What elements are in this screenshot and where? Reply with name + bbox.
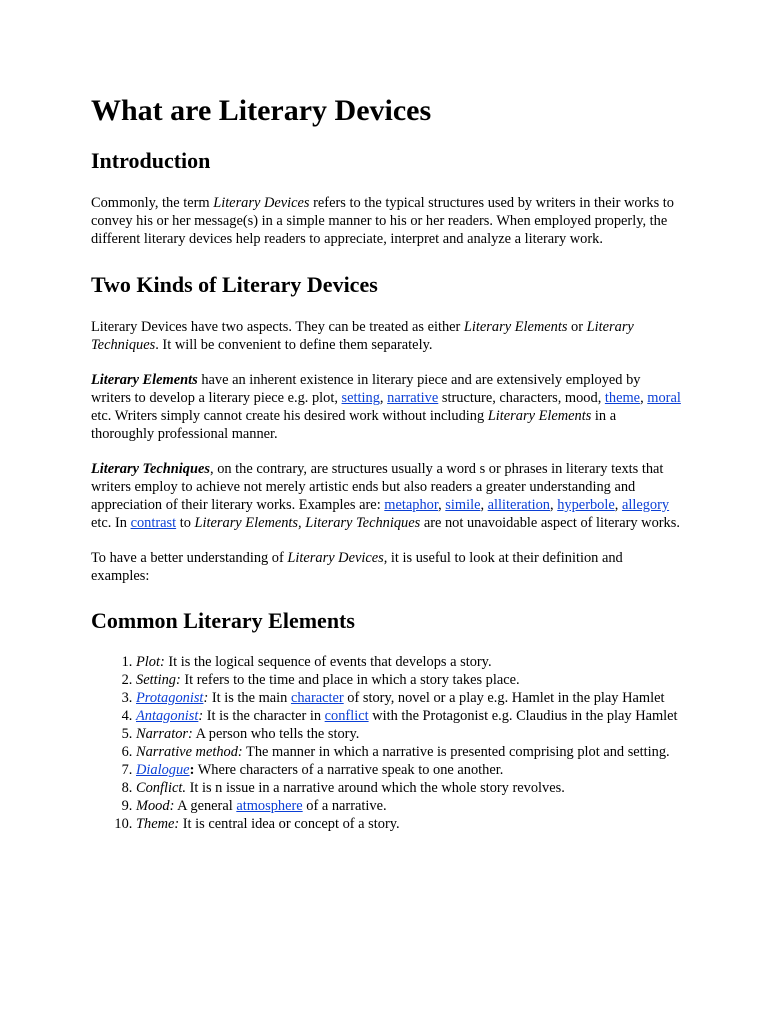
term: Literary Devices <box>287 550 384 566</box>
item-text: It is the logical sequence of events that develops a story. <box>164 654 492 670</box>
text: are not unavoidable aspect of literary works. <box>420 515 680 531</box>
understanding-paragraph <box>91 549 681 585</box>
item-label: Conflict. <box>136 780 186 796</box>
text: , <box>640 390 648 406</box>
link-conflict[interactable]: conflict <box>324 708 369 724</box>
literary-techniques-paragraph <box>91 460 681 532</box>
text: . It will be convenient to define them separately. <box>155 337 433 353</box>
term: Literary Techniques <box>91 319 634 353</box>
link-character[interactable]: character <box>290 690 344 706</box>
text: or <box>567 319 587 335</box>
link-atmosphere[interactable]: atmosphere <box>236 798 303 814</box>
section-heading-introduction: Introduction <box>91 148 211 173</box>
text: etc. Writers simply cannot create his desired work without including <box>91 408 488 424</box>
text: , it is useful to look at their definition and examples: <box>91 550 623 584</box>
text: have an inherent existence in literary piece and are extensively employed by writers to develop a literary piece e.g. plot, <box>91 372 641 406</box>
text: structure, characters, mood, <box>438 390 605 406</box>
text: To have a better understanding of <box>91 550 288 566</box>
item-colon: : <box>203 690 209 706</box>
link-theme[interactable]: theme <box>604 390 641 406</box>
text: in a thoroughly professional manner. <box>91 408 617 442</box>
link-allegory[interactable]: allegory <box>621 497 670 513</box>
item-label: Setting: <box>136 672 181 688</box>
list-item <box>136 689 681 707</box>
text: , <box>438 497 446 513</box>
item-text: of story, novel or a play e.g. Hamlet in the play Hamlet <box>343 690 665 706</box>
item-colon: : <box>198 708 204 724</box>
list-item <box>136 797 681 815</box>
item-text: It refers to the time and place in which a story takes place. <box>180 672 520 688</box>
text: etc. In <box>91 515 131 531</box>
term: Literary Elements <box>487 408 592 424</box>
item-label: Narrative method: <box>136 744 243 760</box>
document-content <box>91 92 681 833</box>
item-label: Theme: <box>136 816 180 832</box>
list-item <box>136 779 681 797</box>
term: Literary Techniques <box>91 461 210 477</box>
text: Literary Devices have two aspects. They can be treated as either <box>91 319 464 335</box>
item-colon: : <box>189 762 195 778</box>
text: , <box>550 497 558 513</box>
text: , on the contrary, are structures usually a word s or phrases in literary texts that writers employ to achieve not merely artistic ends but also readers a greater understanding and appreciation of their literary works. Examples are: <box>91 461 664 513</box>
section-heading-common-elements: Common Literary Elements <box>91 608 355 633</box>
item-text: Where characters of a narrative speak to one another. <box>194 762 504 778</box>
item-text: It is n issue in a narrative around which the whole story revolves. <box>185 780 565 796</box>
link-contrast[interactable]: contrast <box>130 515 177 531</box>
list-item <box>136 707 681 725</box>
link-setting[interactable]: setting <box>341 390 380 406</box>
term: Literary Elements, Literary Techniques <box>194 515 421 531</box>
text: , <box>379 390 388 406</box>
link-hyperbole[interactable]: hyperbole <box>557 497 615 513</box>
section-heading-two-kinds: Two Kinds of Literary Devices <box>91 272 378 297</box>
item-label: Mood: <box>136 798 175 814</box>
link-metaphor[interactable]: metaphor <box>384 497 439 513</box>
item-text: of a narrative. <box>302 798 387 814</box>
list-item <box>136 725 681 743</box>
text: , <box>614 497 622 513</box>
item-text: A person who tells the story. <box>192 726 360 742</box>
term: Literary Devices <box>213 195 310 211</box>
item-label: Plot: <box>136 654 165 670</box>
item-text: A general <box>174 798 237 814</box>
item-text: It is the character in <box>203 708 325 724</box>
item-text: It is central idea or concept of a story. <box>179 816 400 832</box>
item-text: The manner in which a narrative is presented comprising plot and setting. <box>242 744 670 760</box>
list-item <box>136 815 681 833</box>
link-alliteration[interactable]: alliteration <box>487 497 551 513</box>
intro-paragraph <box>91 194 681 248</box>
term: Literary Elements <box>91 372 198 388</box>
two-kinds-paragraph <box>91 318 681 354</box>
list-item <box>136 653 681 671</box>
list-item <box>136 671 681 689</box>
item-label: Narrator: <box>136 726 193 742</box>
link-simile[interactable]: simile <box>445 497 481 513</box>
item-text: It is the main <box>208 690 291 706</box>
link-narrative[interactable]: narrative <box>387 390 439 406</box>
item-text: with the Protagonist e.g. Claudius in the play Hamlet <box>368 708 678 724</box>
link-protagonist[interactable]: Protagonist <box>136 690 204 706</box>
text: Commonly, the term <box>91 195 214 211</box>
link-moral[interactable]: moral <box>647 390 681 406</box>
link-antagonist[interactable]: Antagonist <box>136 708 199 724</box>
elements-list <box>91 653 681 833</box>
page-title: What are Literary Devices <box>91 94 432 127</box>
text: , <box>480 497 488 513</box>
list-item <box>136 761 681 779</box>
link-dialogue[interactable]: Dialogue <box>136 762 190 778</box>
term: Literary Elements <box>463 319 568 335</box>
list-item <box>136 743 681 761</box>
literary-elements-paragraph <box>91 371 681 443</box>
text: to <box>176 515 195 531</box>
text: refers to the typical structures used by writers in their works to convey his or her message(s) in a simple manner to his or her readers. When employed properly, the different literary devices help readers to appreciate, interpret and analyze a literary work. <box>91 195 674 247</box>
